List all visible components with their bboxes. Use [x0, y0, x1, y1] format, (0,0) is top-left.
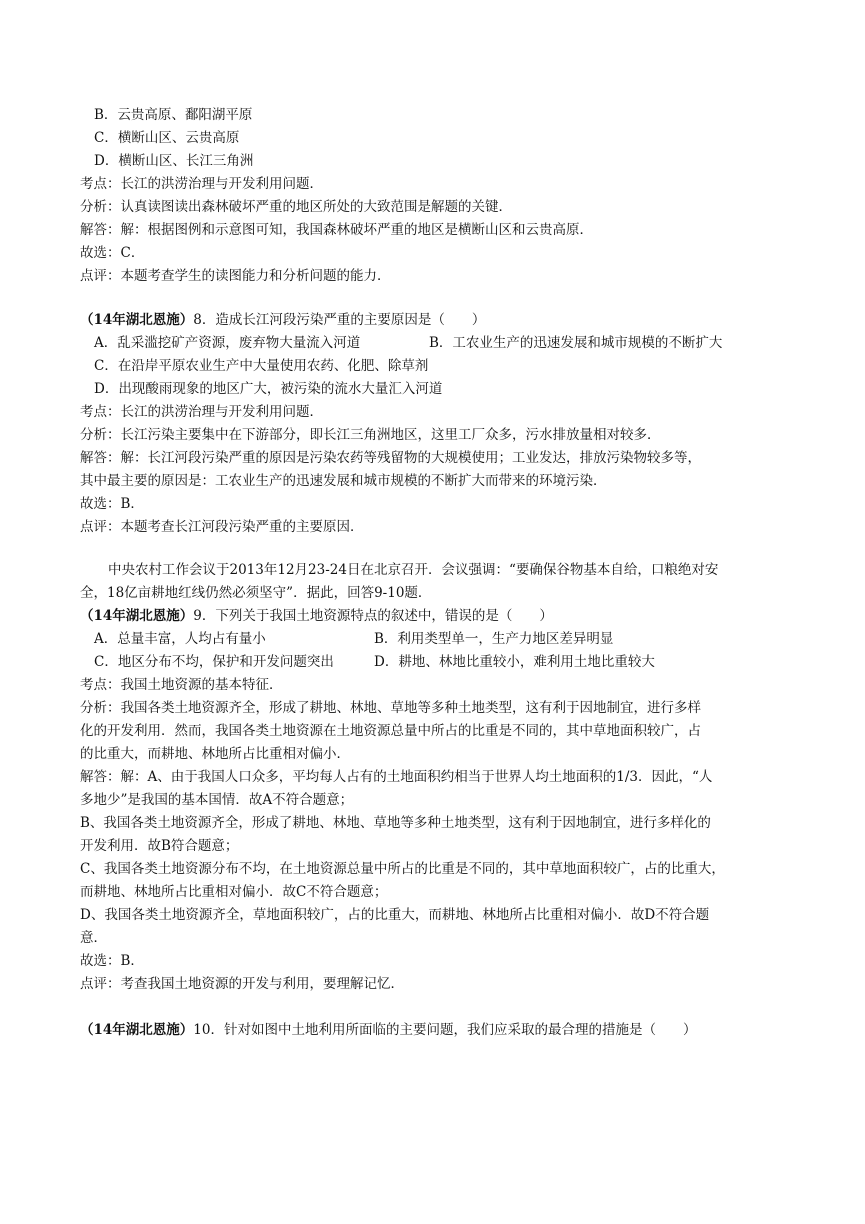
q7-answer: 故选：C． — [80, 245, 145, 261]
q9-jieda-line-1: 解答：解：A、由于我国人口众多，平均每人占有的土地面积约相当于世界人均土地面积的1/3．因此，“人 — [80, 769, 713, 785]
q8-fenxi: 分析：长江污染主要集中在下游部分，即长江三角洲地区，这里工厂众多，污水排放量相对较多． — [80, 427, 661, 443]
q9-fenxi-line-1: 分析：我国各类土地资源齐全，形成了耕地、林地、草地等多种土地类型，这有利于因地制宜，进行多样 — [80, 700, 701, 716]
q9-jieda-line-4: 开发利用．故B符合题意； — [80, 838, 239, 854]
q10-source: （14年湖北恩施） — [80, 1022, 194, 1038]
q9-jieda-line-3: B、我国各类土地资源齐全，形成了耕地、林地、草地等多种土地类型，这有利于因地制宜，进行多样化的 — [80, 815, 711, 831]
q8-option-b: B．工农业生产的迅速发展和城市规模的不断扩大 — [429, 335, 723, 351]
q9-option-d: D．耕地、林地比重较小，难利用土地比重较大 — [374, 654, 655, 670]
q7-option-d: D．横断山区、长江三角洲 — [94, 153, 254, 169]
intro-line-1: 中央农村工作会议于2013年12月23-24日在北京召开．会议强调：“要确保谷物基本自给，口粮绝对安 — [108, 562, 719, 578]
intro-line-2: 全，18亿亩耕地红线仍然必须坚守”．据此，回答9-10题． — [80, 585, 432, 601]
q8-source: （14年湖北恩施） — [80, 312, 194, 328]
q9-jieda-line-7: D、我国各类土地资源齐全，草地面积较广，占的比重大，而耕地、林地所占比重相对偏小．故D不符合题 — [80, 907, 710, 923]
q9-stem: 9．下列关于我国土地资源特点的叙述中，错误的是（ ） — [193, 608, 553, 624]
q7-jieda: 解答：解：根据图例和示意图可知，我国森林破坏严重的地区是横断山区和云贵高原． — [80, 222, 593, 238]
q7-dianping: 点评：本题考查学生的读图能力和分析问题的能力． — [80, 268, 391, 284]
q9-kaodian: 考点：我国土地资源的基本特征． — [80, 677, 283, 693]
q7-option-c: C．横断山区、云贵高原 — [94, 130, 240, 146]
q7-fenxi: 分析：认真读图读出森林破坏严重的地区所处的大致范围是解题的关键． — [80, 199, 512, 215]
q9-jieda-line-5: C、我国各类土地资源分布不均，在土地资源总量中所占的比重是不同的，其中草地面积较广，占的比重大， — [80, 861, 725, 877]
q9-option-c: C．地区分布不均，保护和开发问题突出 — [94, 654, 334, 670]
q8-stem: 8．造成长江河段污染严重的主要原因是（ ） — [193, 312, 486, 328]
q9-option-b: B．利用类型单一，生产力地区差异明显 — [374, 631, 614, 647]
q8-dianping: 点评：本题考查长江河段污染严重的主要原因． — [80, 519, 364, 535]
q9-jieda-line-6: 而耕地、林地所占比重相对偏小．故C不符合题意； — [80, 884, 388, 900]
q9-answer: 故选：B． — [80, 953, 144, 969]
q9-jieda-line-8: 意． — [80, 930, 107, 946]
q7-option-b: B．云贵高原、鄱阳湖平原 — [94, 107, 253, 123]
q9-stem-line — [80, 606, 553, 626]
q10-stem: 10．针对如图中土地利用所面临的主要问题，我们应采取的最合理的措施是（ ） — [193, 1022, 697, 1038]
q10-stem-line — [80, 1020, 696, 1040]
q8-jieda-line-2: 其中最主要的原因是：工农业生产的迅速发展和城市规模的不断扩大而带来的环境污染． — [80, 473, 607, 489]
q8-stem-line — [80, 310, 485, 330]
q9-options-ab — [94, 629, 614, 649]
q9-dianping: 点评：考查我国土地资源的开发与利用，要理解记忆． — [80, 976, 404, 992]
q8-option-a: A．乱采滥挖矿产资源，废弃物大量流入河道 — [94, 335, 361, 351]
q7-kaodian: 考点：长江的洪涝治理与开发利用问题． — [80, 176, 323, 192]
q9-option-a: A．总量丰富，人均占有量小 — [94, 631, 266, 647]
q9-jieda-line-2: 多地少”是我国的基本国情．故A不符合题意； — [80, 792, 354, 808]
q8-answer: 故选：B． — [80, 496, 144, 512]
q8-kaodian: 考点：长江的洪涝治理与开发利用问题． — [80, 404, 323, 420]
q9-fenxi-line-3: 的比重大，而耕地、林地所占比重相对偏小． — [80, 746, 350, 762]
q9-fenxi-line-2: 化的开发利用．然而，我国各类土地资源在土地资源总量中所占的比重是不同的，其中草地面积较广，占 — [80, 723, 701, 739]
q8-option-d: D．出现酸雨现象的地区广大，被污染的流水大量汇入河道 — [94, 381, 443, 397]
q8-option-c: C．在沿岸平原农业生产中大量使用农药、化肥、除草剂 — [94, 358, 429, 374]
q8-jieda-line-1: 解答：解：长江河段污染严重的原因是污染农药等残留物的大规模使用；工业发达，排放污染物较多等， — [80, 450, 701, 466]
q9-source: （14年湖北恩施） — [80, 608, 194, 624]
q8-options-ab — [94, 333, 723, 353]
q9-options-cd — [94, 652, 655, 672]
